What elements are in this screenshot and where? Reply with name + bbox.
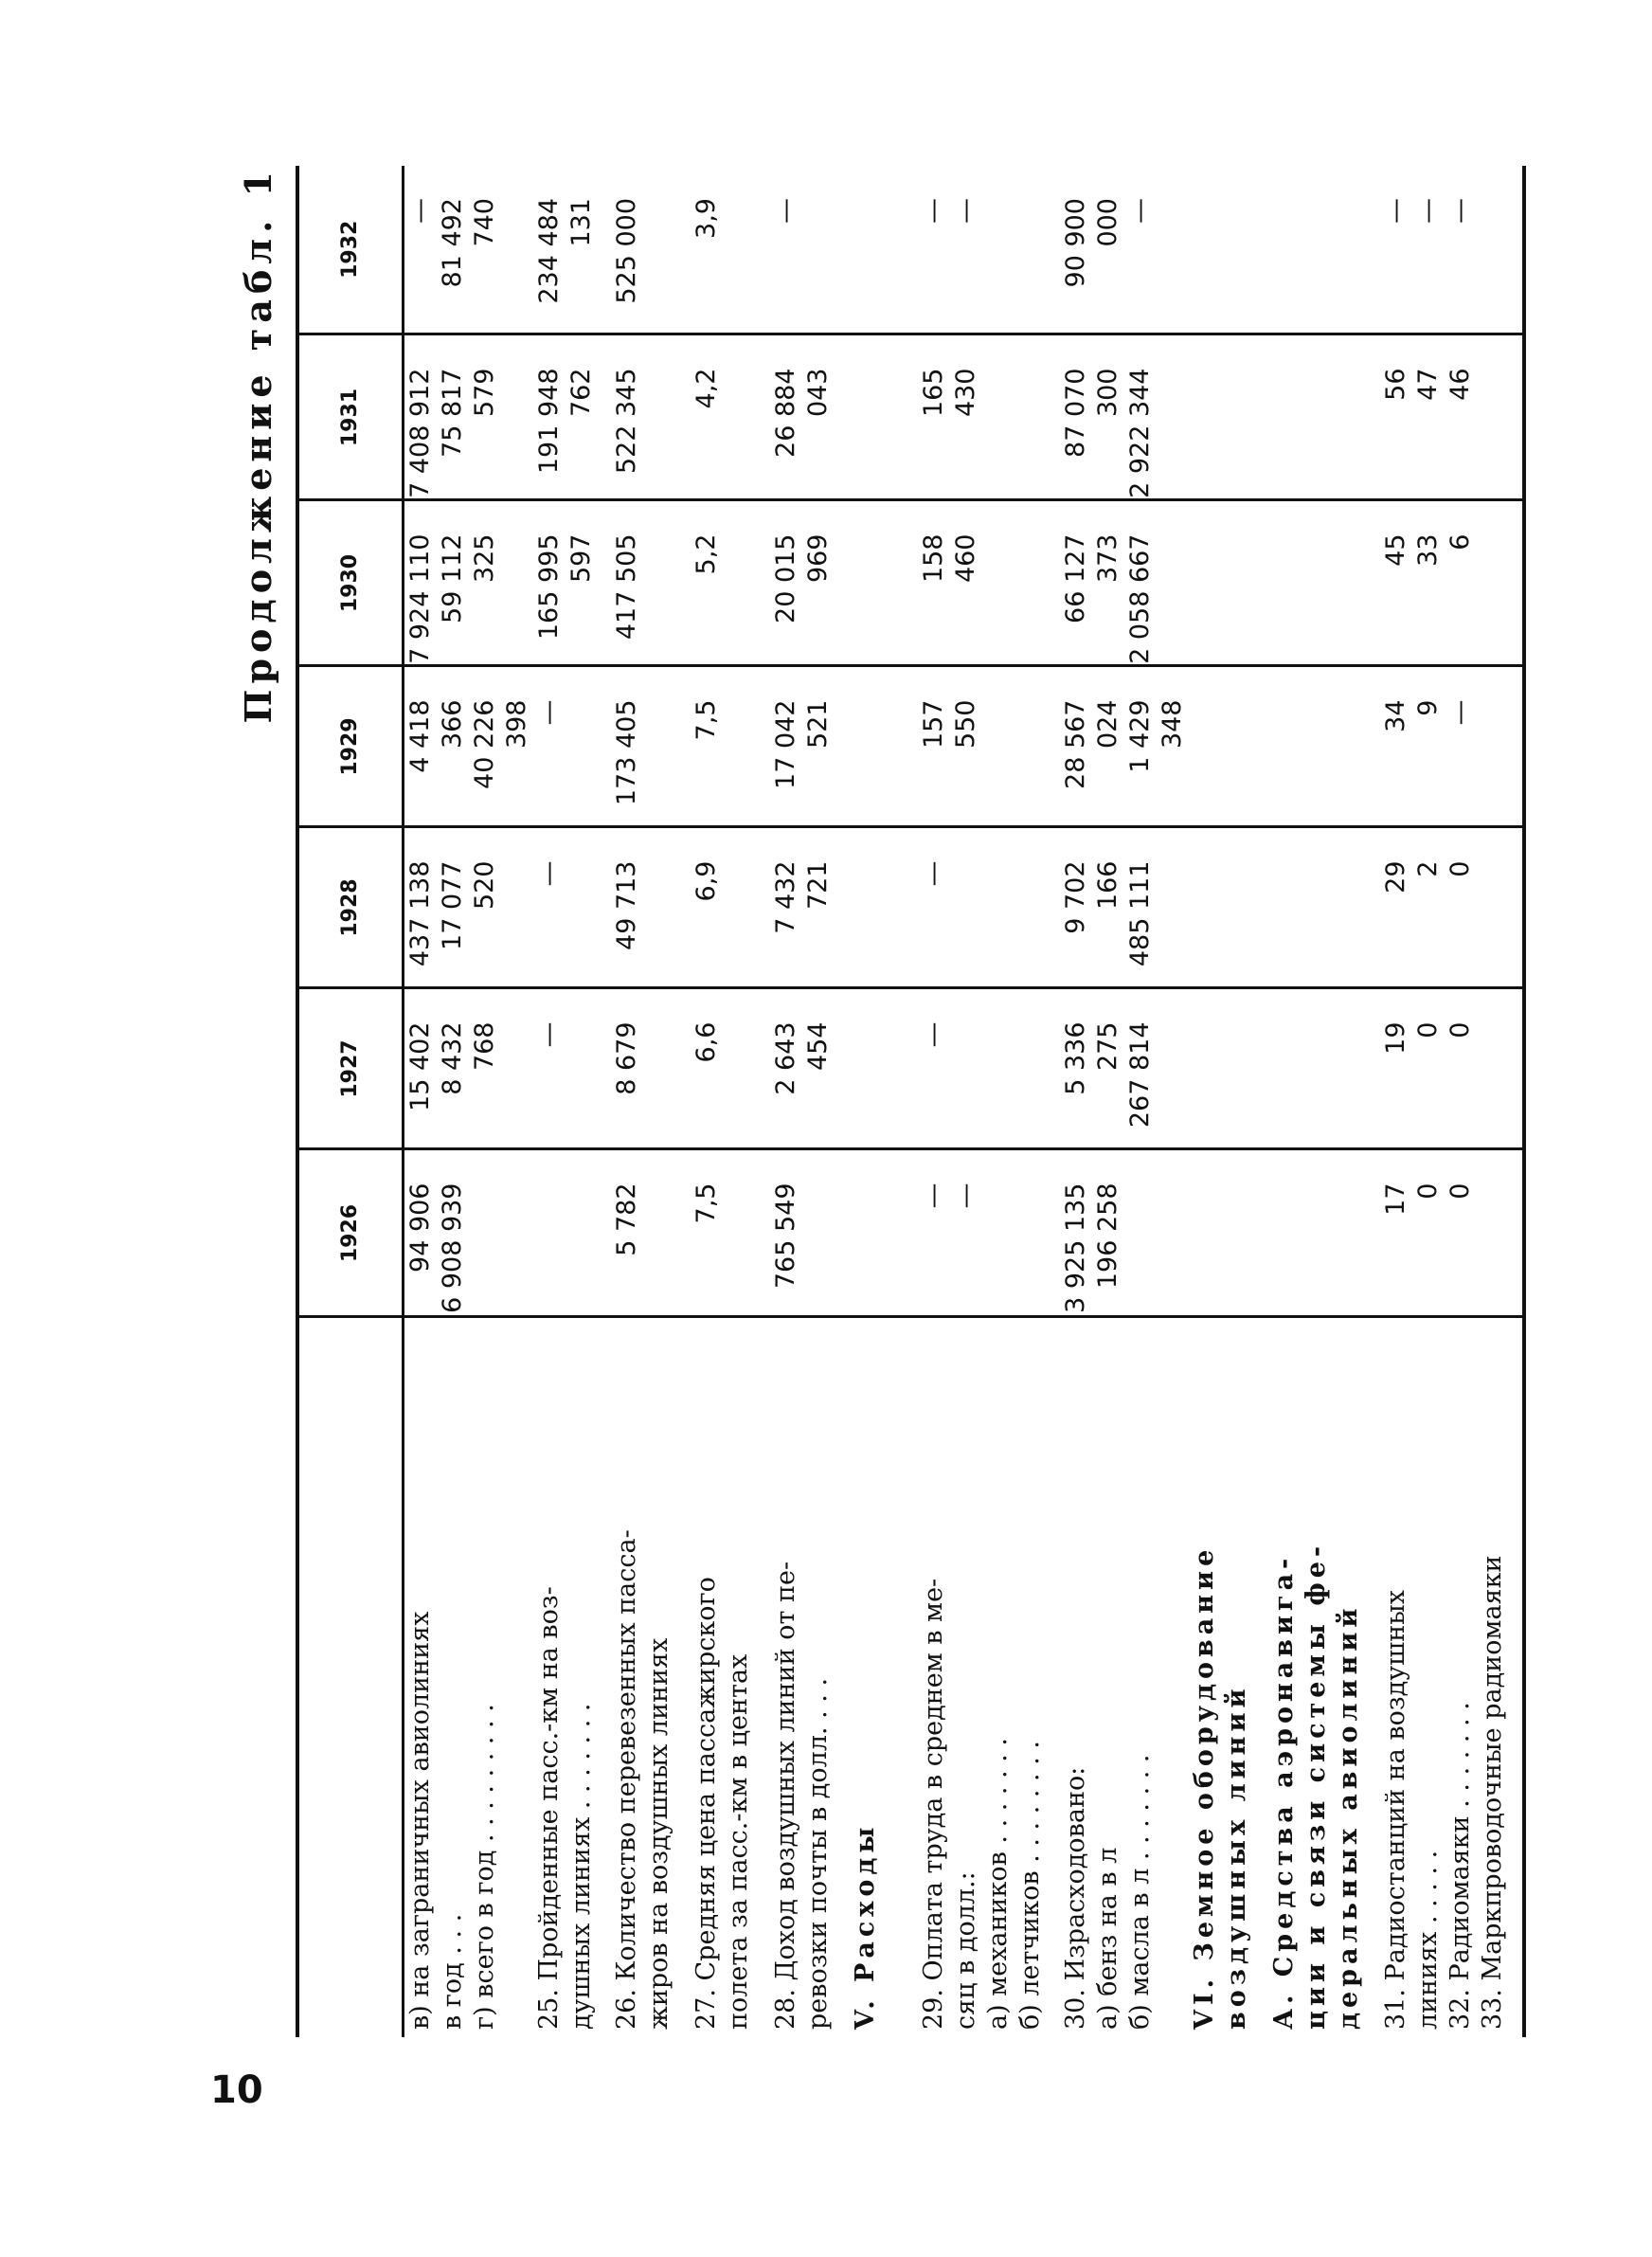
value-cell: 66 127 373 2 058 667	[1060, 500, 1189, 666]
header-year: 1930	[297, 500, 404, 666]
header-year: 1927	[297, 988, 404, 1149]
value-cell: 522 345	[611, 334, 691, 500]
value-cell	[850, 988, 918, 1149]
value-cell: 87 070 300 2 922 344	[1060, 334, 1189, 500]
value-cell: 26 884 043	[770, 334, 850, 500]
value-cell	[1268, 988, 1380, 1149]
value-cell: — 81 492 740	[404, 166, 534, 334]
value-cell	[1268, 500, 1380, 666]
value-cell: 417 505	[611, 500, 691, 666]
value-cell	[1189, 500, 1268, 666]
value-cell	[1189, 827, 1268, 988]
value-cell: —	[533, 988, 611, 1149]
table-body	[404, 166, 1525, 2037]
header-year: 1932	[297, 166, 404, 334]
value-cell: — — —	[1380, 166, 1524, 334]
value-cell: 7 408 912 75 817 579	[404, 334, 534, 500]
value-cell: 19 0 0	[1380, 988, 1524, 1149]
value-cell: 2 643 454	[770, 988, 850, 1149]
value-cell	[1268, 666, 1380, 827]
value-cell: 7 432 721	[770, 827, 850, 988]
value-cell	[1189, 334, 1268, 500]
value-cell: —	[533, 666, 611, 827]
table-row	[1189, 166, 1268, 2037]
value-cell	[1189, 166, 1268, 334]
value-cell	[850, 334, 918, 500]
value-cell	[1268, 334, 1380, 500]
value-cell: 3,9	[691, 166, 770, 334]
value-cell	[850, 827, 918, 988]
page-number: 10	[210, 2068, 263, 2112]
value-cell: 7,5	[691, 666, 770, 827]
value-cell: 525 000	[611, 166, 691, 334]
value-cell	[850, 1149, 918, 1317]
value-cell: —	[918, 827, 1060, 988]
statistics-table	[296, 166, 1526, 2037]
row-label: 30. Израсходовано: а) бенз на в л б) масла в л . . . . . . .	[1061, 1754, 1155, 2030]
value-cell: 6,6	[691, 988, 770, 1149]
row-label: VI. Земное оборудование воздушных линий	[1190, 1544, 1251, 2030]
value-cell: 56 47 46	[1380, 334, 1524, 500]
header-label-cell	[297, 1317, 404, 2037]
value-cell: 29 2 0	[1380, 827, 1524, 988]
value-cell: 165 995 597	[533, 500, 611, 666]
value-cell: 4,2	[691, 334, 770, 500]
value-cell: —	[533, 827, 611, 988]
table-row	[918, 166, 1060, 2037]
row-label: 28. Доход воздушных линий от пе- ревозки почты в долл. . . .	[771, 1561, 833, 2030]
value-cell: 28 567 024 1 429 348	[1060, 666, 1189, 827]
value-cell: —	[918, 988, 1060, 1149]
value-cell: 4 418 366 40 226 398	[404, 666, 534, 827]
value-cell: 234 484 131	[533, 166, 611, 334]
row-label: 25. Пройденные пасс.-км на воз- душных линиях . . . . . . .	[534, 1586, 596, 2030]
value-cell	[1189, 1149, 1268, 1317]
value-cell: 158 460	[918, 500, 1060, 666]
table-row	[850, 166, 918, 2037]
table-row	[533, 166, 611, 2037]
value-cell	[1268, 166, 1380, 334]
table-row	[1268, 166, 1380, 2037]
value-cell: 6,9	[691, 827, 770, 988]
row-label: 31. Радиостанций на воздушных линиях . . . . . 32. Радиомаяки . . . . . . . 33. Маркпроводочные радиомаяки	[1380, 1317, 1524, 2037]
value-cell: 5 336 275 267 814	[1060, 988, 1189, 1149]
table-row	[770, 166, 850, 2037]
table-row	[611, 166, 691, 2037]
continuation-label: Продолжение табл. 1	[237, 166, 279, 724]
value-cell	[850, 666, 918, 827]
value-cell	[1268, 827, 1380, 988]
value-cell: 765 549	[770, 1149, 850, 1317]
value-cell: 17 0 0	[1380, 1149, 1524, 1317]
table-sheet	[237, 166, 1506, 2037]
value-cell: 34 9 —	[1380, 666, 1524, 827]
table-row	[1060, 166, 1189, 2037]
header-row	[297, 166, 404, 2037]
value-cell: 437 138 17 077 520	[404, 827, 534, 988]
value-cell: 5 782	[611, 1149, 691, 1317]
value-cell: 9 702 166 485 111	[1060, 827, 1189, 988]
value-cell: 94 906 6 908 939	[404, 1149, 534, 1317]
value-cell: 20 015 969	[770, 500, 850, 666]
value-cell: 17 042 521	[770, 666, 850, 827]
table-row	[1380, 166, 1524, 2037]
value-cell	[1189, 666, 1268, 827]
table-row	[691, 166, 770, 2037]
value-cell: 7 924 110 59 112 325	[404, 500, 534, 666]
value-cell: 8 679	[611, 988, 691, 1149]
header-year: 1926	[297, 1149, 404, 1317]
value-cell: 3 925 135 196 258	[1060, 1149, 1189, 1317]
value-cell: 49 713	[611, 827, 691, 988]
value-cell: 15 402 8 432 768	[404, 988, 534, 1149]
value-cell	[850, 500, 918, 666]
row-label: в) на заграничных авиолиниях в год . . . г) всего в год . . . . . . . . .	[405, 1611, 499, 2030]
table-row	[404, 166, 534, 2037]
rotated-table-frame	[237, 166, 1506, 2037]
row-label: V. Расходы	[851, 1822, 880, 2030]
header-year: 1929	[297, 666, 404, 827]
row-label: 27. Средняя цена пассажирского полета за пасс.-км в центах	[691, 1577, 753, 2030]
row-label: 26. Количество перевезенных пасса- жиров на воздушных линиях	[612, 1529, 673, 2030]
value-cell: 191 948 762	[533, 334, 611, 500]
value-cell: — —	[918, 1149, 1060, 1317]
value-cell: 157 550	[918, 666, 1060, 827]
value-cell: 5,2	[691, 500, 770, 666]
value-cell: 90 900 000 —	[1060, 166, 1189, 334]
row-label: 29. Оплата труда в среднем в ме- сяц в долл.: а) механиков . . . . . . . б) летчиков . . . . . . . .	[919, 1578, 1045, 2030]
value-cell	[850, 166, 918, 334]
value-cell	[1189, 988, 1268, 1149]
value-cell: 165 430	[918, 334, 1060, 500]
value-cell: — —	[918, 166, 1060, 334]
header-year: 1931	[297, 334, 404, 500]
value-cell	[1268, 1149, 1380, 1317]
value-cell	[533, 1149, 611, 1317]
row-label: А. Средства аэронавига- ции и связи системы фе- деральных авиолиний	[1269, 1541, 1363, 2030]
value-cell: —	[770, 166, 850, 334]
header-year: 1928	[297, 827, 404, 988]
value-cell: 7,5	[691, 1149, 770, 1317]
value-cell: 173 405	[611, 666, 691, 827]
value-cell: 45 33 6	[1380, 500, 1524, 666]
